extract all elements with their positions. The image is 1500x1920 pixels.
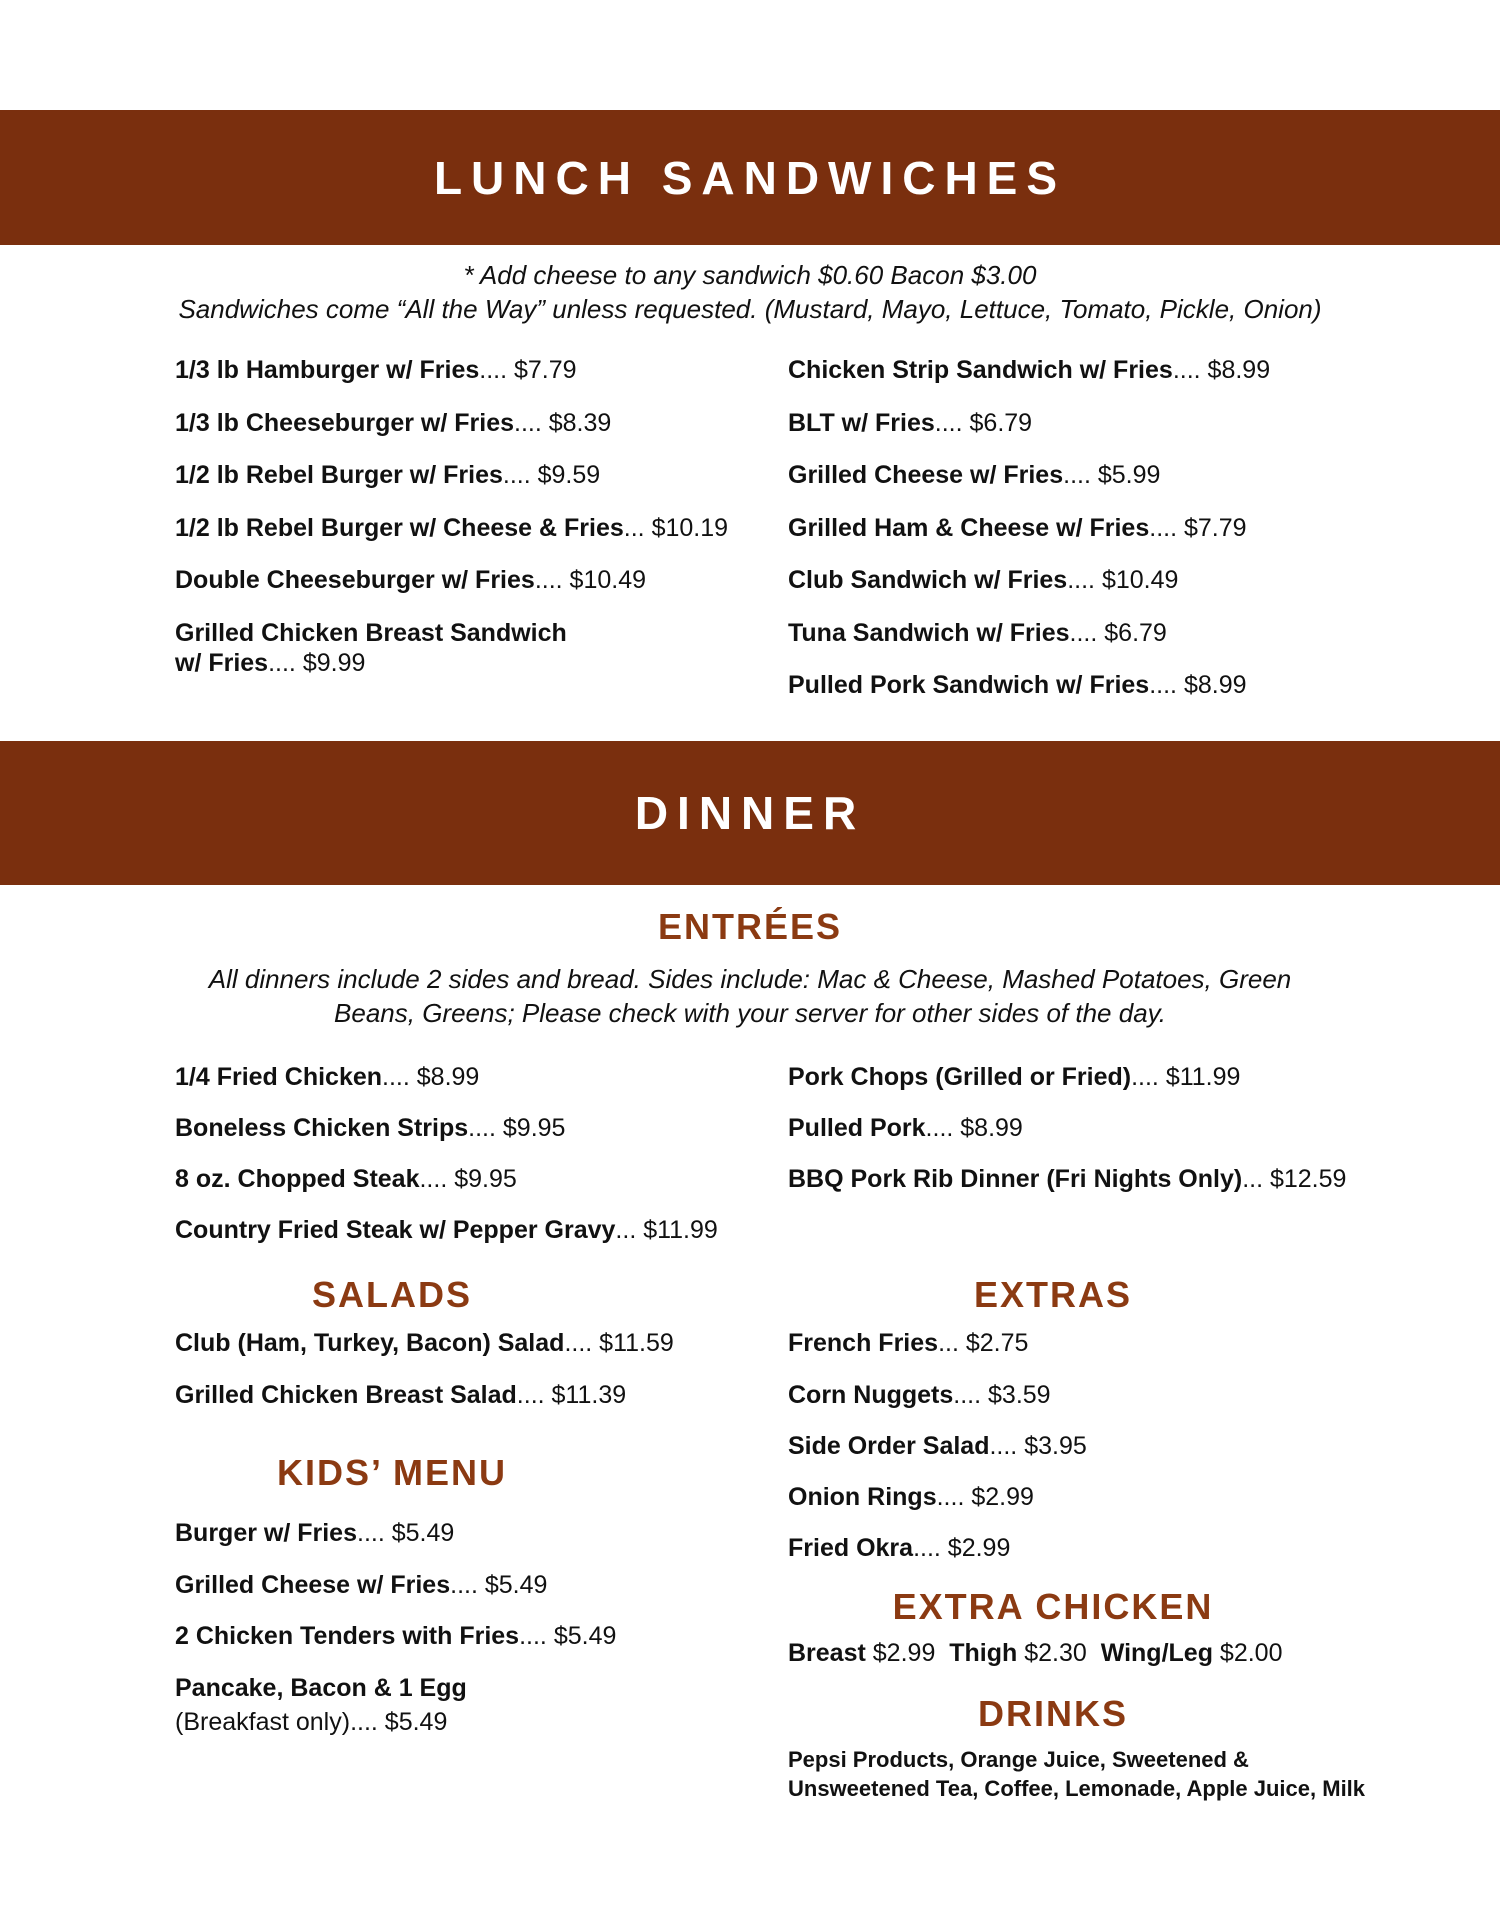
item-name: BBQ Pork Rib Dinner (Fri Nights Only) [788,1165,1243,1193]
item-price: .... $6.79 [934,409,1033,437]
item-price: .... $9.99 [268,649,366,677]
menu-item [175,1621,616,1651]
menu-item [175,1215,718,1245]
item-price: .... $5.49 [350,1708,448,1736]
menu-item [175,1570,547,1600]
item-price: .... $5.99 [1063,461,1161,489]
item-name: Country Fried Steak w/ Pepper Gravy [175,1216,616,1244]
item-price: $2.99 [872,1639,936,1667]
menu-item [788,618,1167,648]
item-name: Pulled Pork Sandwich w/ Fries [788,671,1150,699]
menu-item [175,1328,674,1358]
item-price: .... $6.79 [1069,619,1167,647]
item-name: French Fries [788,1329,939,1357]
item-price: .... $2.99 [936,1483,1034,1511]
item-name: Grilled Chicken Breast Sandwich [175,619,567,647]
item-name: 8 oz. Chopped Steak [175,1165,420,1193]
item-price: .... $10.49 [534,566,647,594]
item-name: Breast [788,1639,866,1667]
item-price: .... $5.49 [519,1622,617,1650]
item-price: ... $10.19 [623,514,729,542]
item-price: .... $5.49 [450,1571,548,1599]
item-name: Boneless Chicken Strips [175,1114,469,1142]
item-name: Pulled Pork [788,1114,926,1142]
item-price: .... $11.39 [516,1381,627,1409]
item-name: Corn Nuggets [788,1381,954,1409]
menu-item [788,565,1178,595]
menu-item [175,1673,467,1703]
item-price: .... $8.39 [514,409,612,437]
item-name: Side Order Salad [788,1432,990,1460]
item-name: Chicken Strip Sandwich w/ Fries [788,356,1173,384]
menu-item [175,460,600,490]
item-price: .... $7.79 [1149,514,1247,542]
menu-item [788,1482,1034,1512]
item-name: Grilled Ham & Cheese w/ Fries [788,514,1150,542]
item-price: $2.00 [1219,1639,1283,1667]
menu-item [788,670,1247,700]
item-price: .... $11.59 [564,1329,674,1357]
menu-item [175,1380,626,1410]
menu-item [788,513,1247,543]
item-price: .... $9.95 [468,1114,566,1142]
drinks-line2: Unsweetened Tea, Coffee, Lemonade, Apple Juice, Milk [788,1776,1366,1801]
lunch-title: LUNCH SANDWICHES [433,151,1067,204]
menu-item [788,1164,1346,1194]
item-price: .... $8.99 [382,1063,480,1091]
dinner-banner [0,741,1500,885]
entrees-note-line1: All dinners include 2 sides and bread. Sides include: Mac & Cheese, Mashed Potatoes, Green [208,964,1292,994]
menu-item [788,355,1270,385]
item-name: Club (Ham, Turkey, Bacon) Salad [175,1329,565,1357]
dinner-title: DINNER [634,787,866,839]
item-price: .... $9.59 [502,461,601,489]
menu-item-cont [175,1707,447,1737]
item-name: 1/3 lb Hamburger w/ Fries [175,356,480,384]
menu-item [788,1380,1051,1410]
item-price: .... $3.95 [989,1432,1087,1460]
menu-item [788,1431,1087,1461]
item-name-cont: w/ Fries [175,649,269,677]
menu-item [788,460,1160,490]
menu-item [175,565,646,595]
item-price: .... $10.49 [1067,566,1179,594]
menu-item [788,408,1032,438]
menu-item [175,408,611,438]
salads-heading: SALADS [311,1274,472,1315]
menu-item [175,618,567,648]
item-name: 1/2 lb Rebel Burger w/ Fries [175,461,503,489]
item-price: ... $11.99 [615,1216,718,1244]
lunch-note-line2: Sandwiches come “All the Way” unless requested. (Mustard, Mayo, Lettuce, Tomato, Pickle, Onion) [178,294,1322,324]
item-name: 1/4 Fried Chicken [175,1063,383,1091]
lunch-note-line1: * Add cheese to any sandwich $0.60 Bacon $3.00 [463,260,1037,290]
item-name: Pancake, Bacon & 1 Egg [175,1674,467,1702]
menu-item [788,1113,1023,1143]
item-name: Onion Rings [788,1483,937,1511]
menu-item [175,1164,517,1194]
menu-item [175,513,728,543]
item-price: ... $2.75 [938,1329,1029,1357]
menu-item [175,1518,454,1548]
extra-chicken-heading: EXTRA CHICKEN [892,1586,1214,1627]
item-name: Thigh [949,1639,1018,1667]
item-price: .... $8.99 [1172,356,1271,384]
item-name: Grilled Chicken Breast Salad [175,1381,517,1409]
entrees-note-line2: Beans, Greens; Please check with your server for other sides of the day. [334,998,1166,1028]
menu-item [788,1062,1240,1092]
kids-heading: KIDS’ MENU [276,1452,508,1493]
menu-item [175,1062,479,1092]
item-price: $2.30 [1024,1639,1087,1667]
item-price: .... $5.49 [357,1519,455,1547]
item-price: .... $9.95 [419,1165,517,1193]
item-price: .... $3.59 [953,1381,1051,1409]
item-name: 2 Chicken Tenders with Fries [175,1622,520,1650]
item-name: Tuna Sandwich w/ Fries [788,619,1070,647]
item-price: .... $2.99 [913,1534,1011,1562]
drinks-heading: DRINKS [977,1693,1128,1734]
menu-item [788,1533,1010,1563]
item-name: Pork Chops (Grilled or Fried) [788,1063,1132,1091]
item-name: Grilled Cheese w/ Fries [788,461,1064,489]
item-name: 1/2 lb Rebel Burger w/ Cheese & Fries [175,514,624,542]
item-name: Club Sandwich w/ Fries [788,566,1068,594]
menu-item-cont [175,648,365,678]
menu-item [175,355,577,385]
item-name: Wing/Leg [1100,1639,1213,1667]
drinks-line1: Pepsi Products, Orange Juice, Sweetened & [788,1747,1249,1772]
item-name: Burger w/ Fries [175,1519,357,1547]
item-name: Fried Okra [788,1534,914,1562]
menu-item [175,1113,565,1143]
item-price: .... $11.99 [1131,1063,1241,1091]
item-name-cont: (Breakfast only) [175,1708,351,1736]
item-price: .... $7.79 [479,356,577,384]
item-price: .... $8.99 [1149,671,1247,699]
item-price: ... $12.59 [1242,1165,1347,1193]
extra-chicken-line [788,1638,1282,1668]
extras-heading: EXTRAS [973,1274,1133,1315]
item-name: Double Cheeseburger w/ Fries [175,566,535,594]
lunch-banner [0,110,1500,245]
item-name: Grilled Cheese w/ Fries [175,1571,451,1599]
item-name: 1/3 lb Cheeseburger w/ Fries [175,409,515,437]
menu-item [788,1328,1028,1358]
item-name: BLT w/ Fries [788,409,935,437]
item-price: .... $8.99 [925,1114,1023,1142]
entrees-heading: ENTRÉES [657,906,843,947]
